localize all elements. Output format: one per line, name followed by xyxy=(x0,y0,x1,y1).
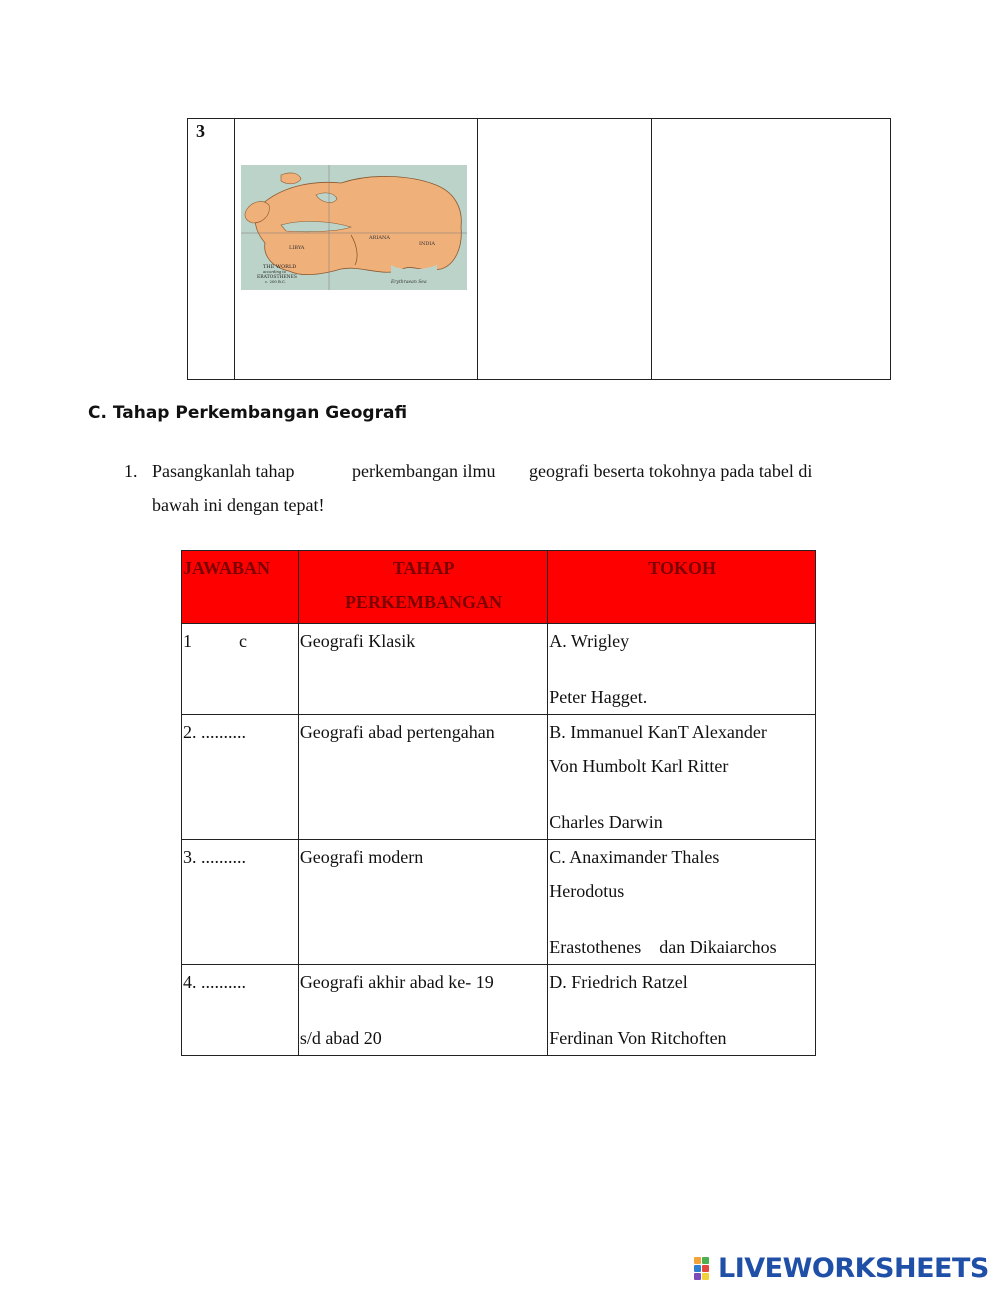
row-number: 3 xyxy=(196,121,205,141)
svg-text:ERATOSTHENES: ERATOSTHENES xyxy=(257,275,297,280)
figure-cell: A. Wrigley Peter Hagget. xyxy=(548,624,816,715)
stage-cell: Geografi akhir abad ke- 19 s/d abad 20 xyxy=(298,965,547,1056)
instruction-text-part1: Pasangkanlah tahap xyxy=(152,461,295,481)
svg-text:according to: according to xyxy=(263,270,286,274)
figure-cell: B. Immanuel KanT Alexander Von Humbolt Karl Ritter Charles Darwin xyxy=(548,715,816,840)
answer-cell[interactable]: 1 c xyxy=(182,624,299,715)
answer-cell[interactable]: 2. .......... xyxy=(182,715,299,840)
table-divider xyxy=(477,119,478,379)
header-tokoh: TOKOH xyxy=(548,551,816,624)
stage-cell: Geografi modern xyxy=(298,840,547,965)
table-divider xyxy=(234,119,235,379)
instruction-text-part2: perkembangan ilmu xyxy=(352,461,496,481)
map-table xyxy=(187,118,891,380)
header-tahap: TAHAP PERKEMBANGAN xyxy=(298,551,547,624)
table-row xyxy=(182,715,816,840)
figure-cell: D. Friedrich Ratzel Ferdinan Von Ritchoften xyxy=(548,965,816,1056)
header-jawaban: JAWABAN xyxy=(182,551,299,624)
svg-text:c. 200 B.C.: c. 200 B.C. xyxy=(265,279,286,284)
answer-cell[interactable]: 4. .......... xyxy=(182,965,299,1056)
table-row xyxy=(182,624,816,715)
instruction-text-line2: bawah ini dengan tepat! xyxy=(152,495,325,515)
world-map-icon xyxy=(241,165,467,290)
matching-table xyxy=(181,550,816,1056)
answer-cell[interactable]: 3. .......... xyxy=(182,840,299,965)
figure-cell: C. Anaximander Thales Herodotus Erastothenes dan Dikaiarchos xyxy=(548,840,816,965)
stage-cell: Geografi Klasik xyxy=(298,624,547,715)
table-row xyxy=(182,840,816,965)
instruction-text-part3: geografi beserta tokohnya pada tabel di xyxy=(529,461,813,481)
svg-text:ARIANA: ARIANA xyxy=(369,235,390,241)
section-heading: C. Tahap Perkembangan Geografi xyxy=(88,403,408,423)
svg-text:Erythraean Sea: Erythraean Sea xyxy=(391,280,427,285)
stage-cell: Geografi abad pertengahan xyxy=(298,715,547,840)
liveworksheets-logo-icon xyxy=(694,1257,718,1281)
table-row xyxy=(182,965,816,1056)
svg-text:LIBYA: LIBYA xyxy=(289,245,305,251)
logo-text: LIVEWORKSHEETS xyxy=(718,1253,989,1284)
table-header-row xyxy=(182,551,816,624)
table-divider xyxy=(651,119,652,379)
instruction-number: 1. xyxy=(124,461,138,481)
svg-text:INDIA: INDIA xyxy=(419,241,435,247)
svg-text:THE WORLD: THE WORLD xyxy=(263,264,297,270)
liveworksheets-logo xyxy=(694,1253,989,1284)
